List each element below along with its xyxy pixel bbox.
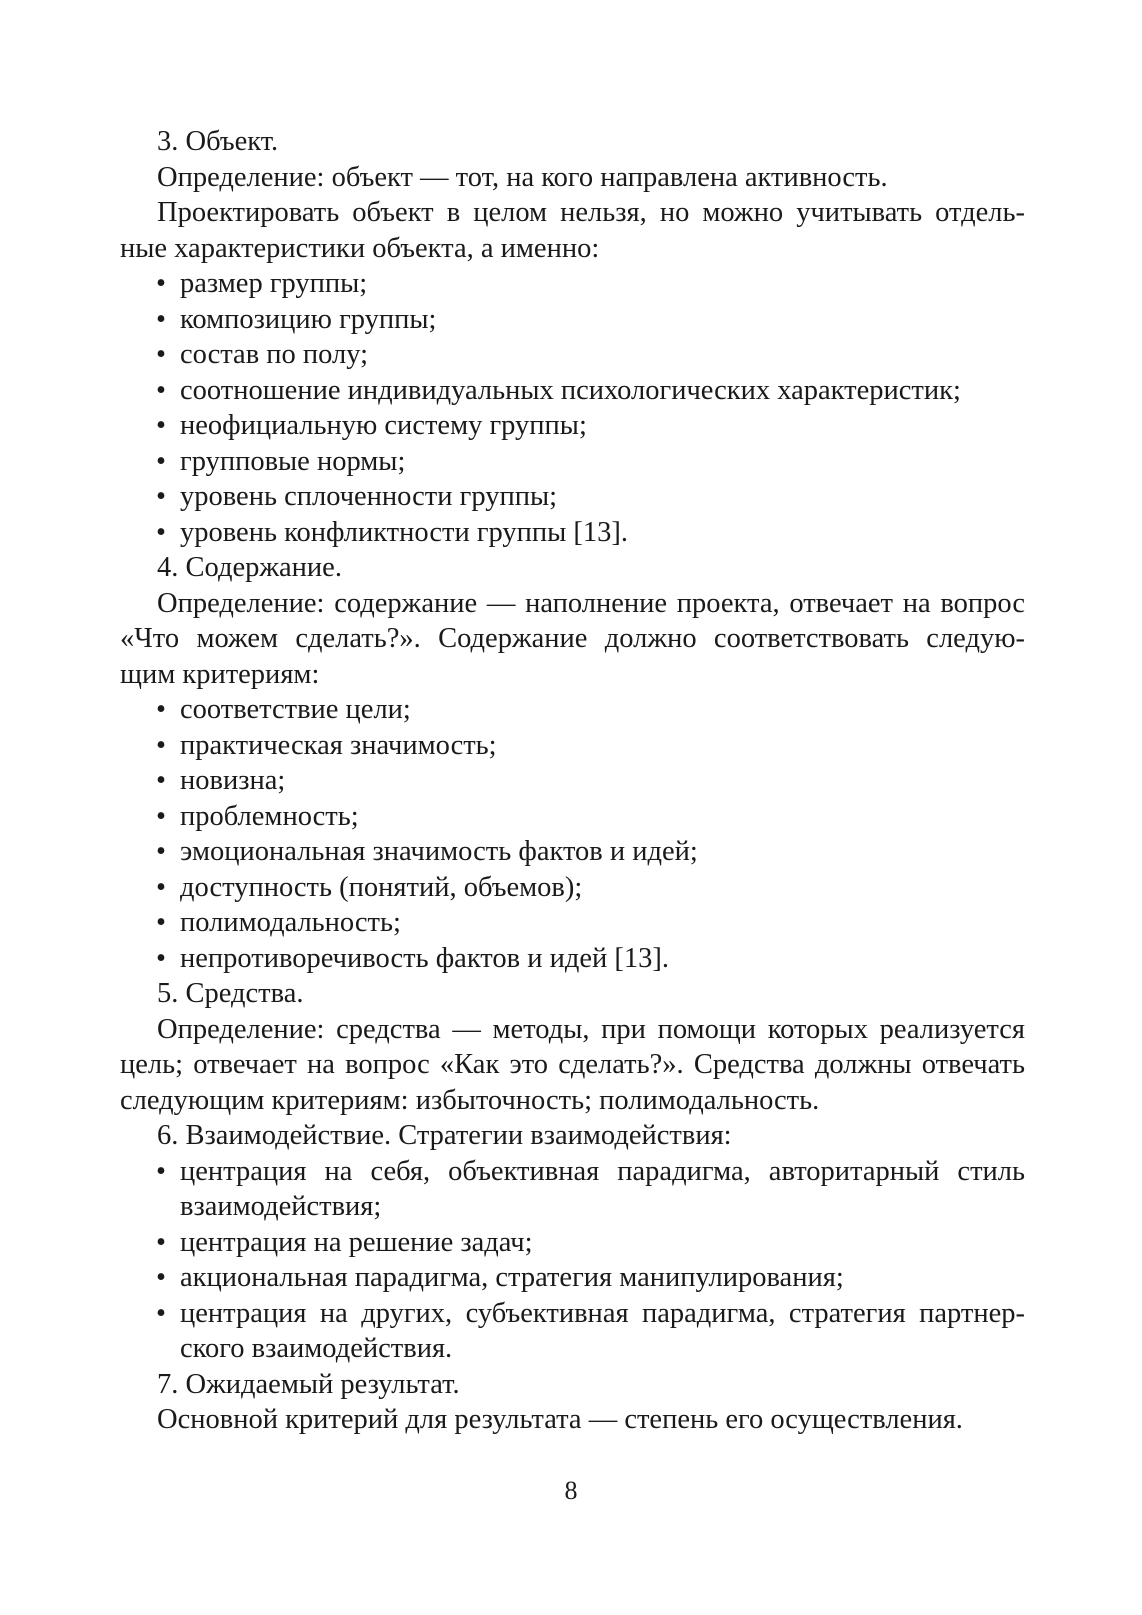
list-item-text: композицию группы;: [180, 303, 437, 335]
list-item: [120, 870, 1025, 906]
list-item: [120, 373, 1025, 409]
section-5-definition-line-2: цель; отвечает на вопрос «Как это сделать?». Средства должны отвечать: [120, 1049, 1025, 1080]
list-item-text: практическая значимость;: [180, 729, 497, 761]
section-3-definition: Определение: объект — тот, на кого направлена активность.: [157, 161, 888, 193]
list-item-text-line-2: взаимодействия;: [180, 1191, 382, 1222]
section-4-definition-line-2: «Что можем сделать?». Содержание должно соответствовать следую-: [120, 623, 1025, 654]
bullet-icon: •: [156, 1297, 166, 1329]
list-item: [120, 408, 1025, 444]
list-item-text: соотношение индивидуальных психологических характеристик;: [180, 374, 961, 406]
list-item: [120, 941, 1025, 977]
bullet-icon: •: [156, 445, 166, 477]
list-item-text: размер группы;: [180, 268, 368, 299]
section-4-heading: 4. Содержание.: [157, 552, 342, 583]
list-item: [120, 905, 1025, 941]
list-item-text-line-1: центрация на себя, объективная парадигма, авторитарный стиль: [180, 1155, 1025, 1187]
list-item-text-line-2: ского взаимодействия.: [180, 1333, 453, 1364]
bullet-icon: •: [156, 871, 166, 903]
bullet-icon: •: [156, 1262, 166, 1293]
list-item-text: эмоциональная значимость фактов и идей;: [180, 836, 698, 867]
section-7-heading: 7. Ожидаемый результат.: [157, 1368, 460, 1400]
list-item: [120, 479, 1025, 515]
list-item-text: полимодальность;: [180, 907, 401, 938]
bullet-icon: •: [156, 800, 166, 832]
list-item: [120, 1296, 1025, 1367]
list-item: [120, 266, 1025, 302]
list-item-text: проблемность;: [180, 800, 359, 832]
section-5-heading: 5. Средства.: [157, 978, 304, 1009]
list-item-text: состав по полу;: [180, 339, 369, 370]
bullet-icon: •: [156, 481, 166, 512]
section-3-intro-line-2: ные характеристики объекта, а именно:: [120, 232, 600, 264]
bullet-icon: •: [156, 303, 166, 335]
bullet-icon: •: [156, 374, 166, 406]
bullet-icon: •: [156, 694, 166, 725]
list-item-text: непротиворечивость фактов и идей [13].: [180, 942, 669, 974]
bullet-icon: •: [156, 339, 166, 370]
bullet-icon: •: [156, 268, 166, 299]
bullet-icon: •: [156, 765, 166, 796]
bullet-icon: •: [156, 729, 166, 761]
section-3-intro-line-1: Проектировать объект в целом нельзя, но можно учитывать отдель-: [157, 197, 1025, 228]
list-item: [120, 1225, 1025, 1261]
bullet-icon: •: [156, 1226, 166, 1258]
list-item-text: уровень сплоченности группы;: [180, 481, 558, 512]
list-item: [120, 337, 1025, 373]
section-4-definition-line-3: щим критериям:: [120, 658, 320, 690]
list-item: [120, 763, 1025, 799]
section-7-text: Основной критерий для результата — степень его осуществления.: [157, 1404, 963, 1435]
bullet-icon: •: [156, 1155, 166, 1187]
bullet-icon: •: [156, 836, 166, 867]
list-item-text: центрация на решение задач;: [180, 1226, 533, 1258]
list-item: [120, 302, 1025, 338]
section-6-heading: 6. Взаимодействие. Стратегии взаимодействия:: [157, 1120, 732, 1151]
list-item-text: групповые нормы;: [180, 445, 406, 477]
document-page: [120, 124, 1025, 1438]
list-item-text: соответствие цели;: [180, 694, 411, 725]
section-5-definition-line-3: следующим критериям: избыточность; полимодальность.: [120, 1084, 820, 1116]
list-item-text: доступность (понятий, объемов);: [180, 871, 583, 903]
list-item: [120, 728, 1025, 764]
list-item: [120, 799, 1025, 835]
list-item: [120, 1154, 1025, 1225]
bullet-icon: •: [156, 907, 166, 938]
list-item-text: неофициальную систему группы;: [180, 410, 587, 441]
bullet-icon: •: [156, 516, 166, 548]
list-item: [120, 834, 1025, 870]
section-3-heading: 3. Объект.: [157, 126, 279, 157]
list-item-text: уровень конфликтности группы [13].: [180, 516, 629, 548]
bullet-icon: •: [156, 942, 166, 974]
bullet-icon: •: [156, 410, 166, 441]
list-item: [120, 1260, 1025, 1296]
page-number: 8: [564, 1476, 578, 1505]
list-item-text: новизна;: [180, 765, 286, 796]
section-4-definition-line-1: Определение: содержание — наполнение проекта, отвечает на вопрос: [157, 587, 1025, 619]
list-item: [120, 515, 1025, 551]
list-item-text-line-1: центрация на других, субъективная парадигма, стратегия партнер-: [180, 1297, 1025, 1329]
list-item: [120, 444, 1025, 480]
list-item-text: акциональная парадигма, стратегия манипулирования;: [180, 1262, 844, 1293]
list-item: [120, 692, 1025, 728]
section-5-definition-line-1: Определение: средства — методы, при помощи которых реализуется: [157, 1013, 1025, 1045]
